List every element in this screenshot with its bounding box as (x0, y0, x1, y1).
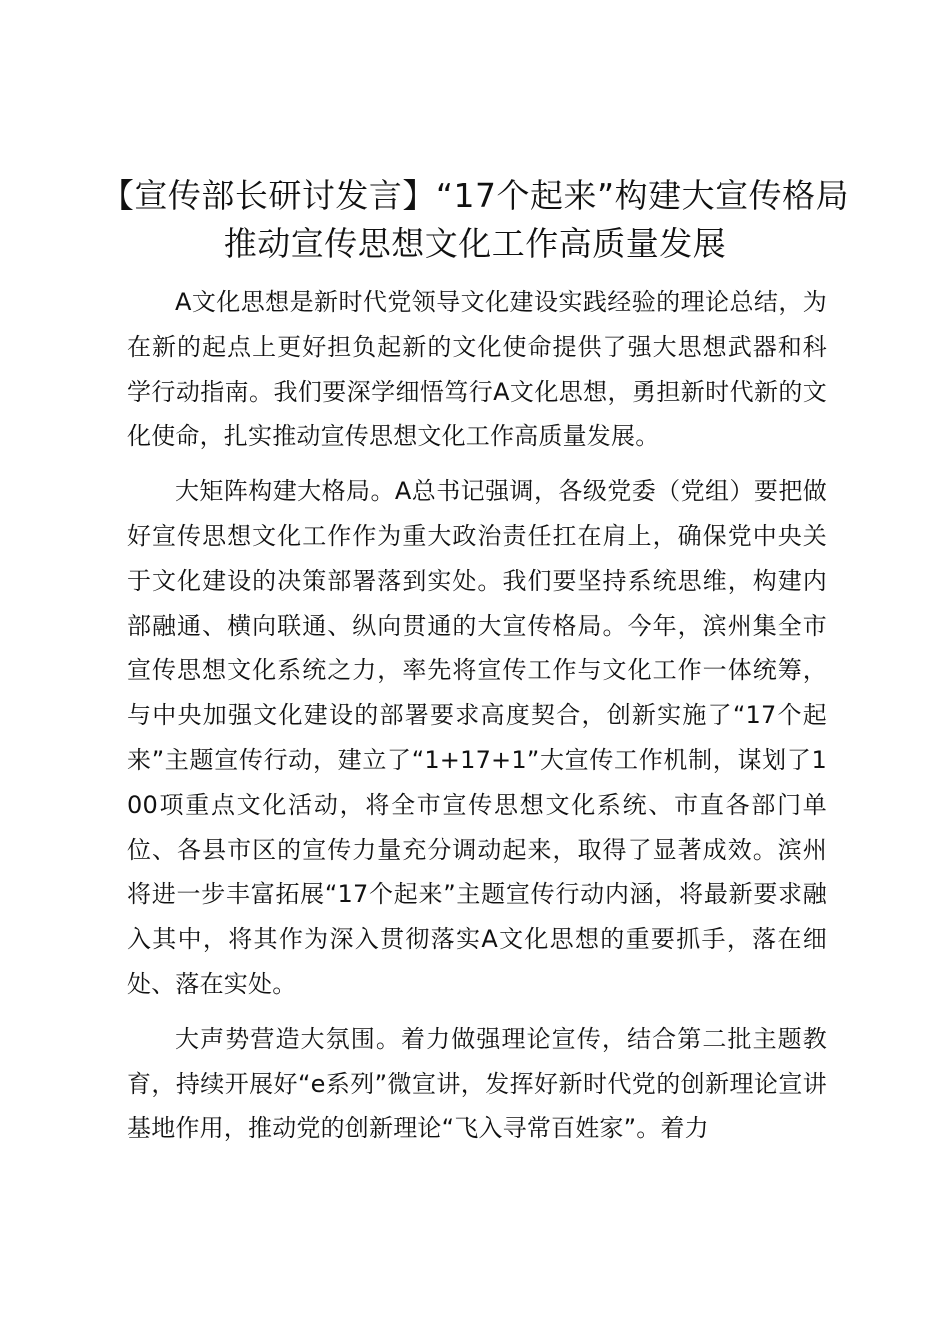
paragraph-matrix: 大矩阵构建大格局。A总书记强调，各级党委（党组）要把做好宣传思想文化工作作为重大政治责任扛在肩上，确保党中央关于文化建设的决策部署落到实处。我们要坚持系统思维，构建内部融通、横向联通、纵向贯通的大宣传格局。今年，滨州集全市宣传思想文化系统之力，率先将宣传工作与文化工作一体统筹，与中央加强文化建设的部署要求高度契合，创新实施了“17个起来”主题宣传行动，建立了“1+17+1”大宣传工作机制，谋划了100项重点文化活动，将全市宣传思想文化系统、市直各部门单位、各县市区的宣传力量充分调动起来，取得了显著成效。滨州将进一步丰富拓展“17个起来”主题宣传行动内涵，将最新要求融入其中，将其作为深入贯彻落实A文化思想的重要抓手，落在细处、落在实处。 (127, 477, 827, 998)
document-title: 【宣传部长研讨发言】“17个起来”构建大宣传格局推动宣传思想文化工作高质量发展 (100, 176, 850, 263)
document-body (127, 280, 827, 1161)
paragraph-momentum: 大声势营造大氛围。着力做强理论宣传，结合第二批主题教育，持续开展好“e系列”微宣讲，发挥好新时代党的创新理论宣讲基地作用，推动党的创新理论“飞入寻常百姓家”。着力 (127, 1024, 827, 1143)
paragraph-intro: A文化思想是新时代党领导文化建设实践经验的理论总结，为在新的起点上更好担负起新的文化使命提供了强大思想武器和科学行动指南。我们要深学细悟笃行A文化思想，勇担新时代新的文化使命，扎实推动宣传思想文化工作高质量发展。 (127, 288, 827, 451)
